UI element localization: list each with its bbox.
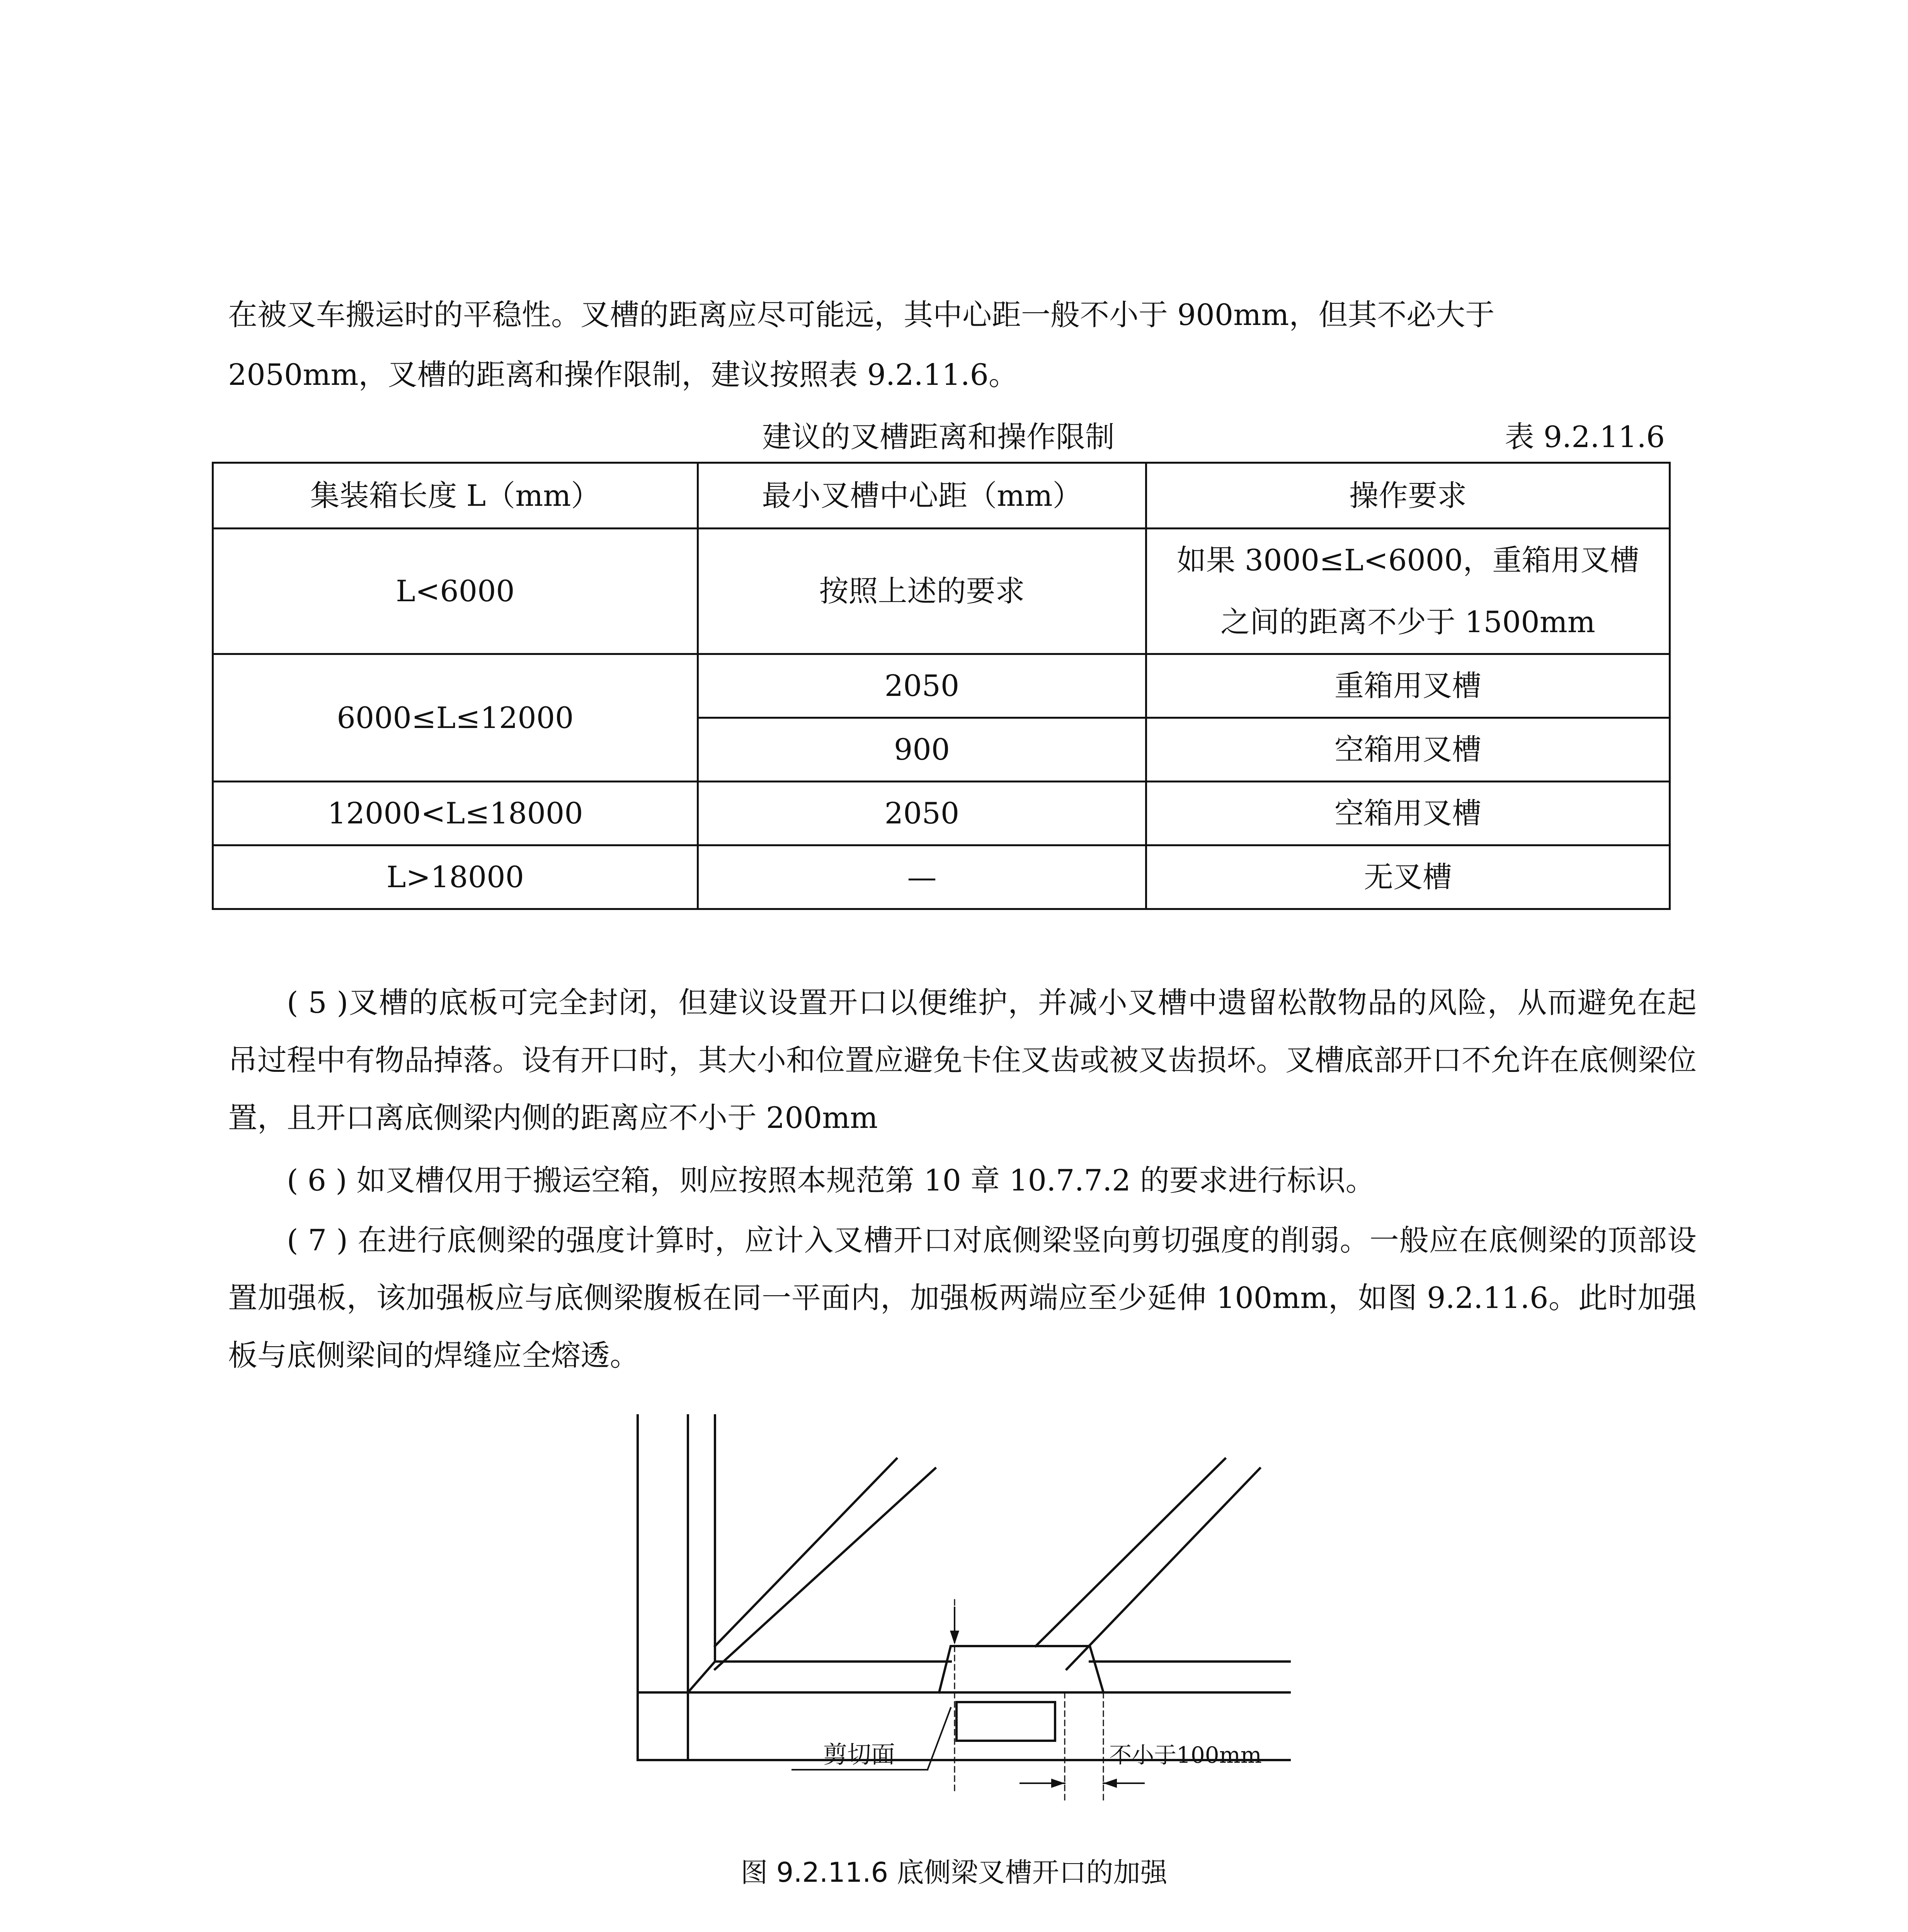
figure-line [1067, 1468, 1260, 1669]
figure-line [715, 1459, 897, 1646]
table-row [213, 845, 1670, 909]
table-header-row [213, 463, 1670, 529]
cell-length: L<6000 [213, 529, 698, 654]
cell-requirement: 空箱用叉槽 [1146, 718, 1670, 782]
forklift-pocket-table [212, 462, 1671, 910]
figure-line [1036, 1459, 1225, 1646]
figure-line [715, 1468, 935, 1669]
intro-line-1: 在被叉车搬运时的平稳性。叉槽的距离应尽可能远，其中心距一般不小于 900mm，但其不必大于 [228, 298, 1495, 332]
cell-length: L>18000 [213, 845, 698, 909]
label-min-distance: 不小于100mm [1109, 1742, 1262, 1768]
table-row [213, 654, 1670, 718]
item-6: ( 6 ) 如叉槽仅用于搬运空箱，则应按照本规范第 10 章 10.7.7.2 的要求进行标识。 [287, 1163, 1375, 1197]
cell-length: 6000≤L≤12000 [213, 654, 698, 782]
table-number: 表 9.2.11.6 [1505, 420, 1665, 454]
cell-distance: 2050 [698, 782, 1146, 845]
arrow-left-icon [1103, 1779, 1117, 1788]
arrow-down-icon [950, 1631, 959, 1645]
cell-requirement: 空箱用叉槽 [1146, 782, 1670, 845]
reinforcement-plate [939, 1646, 1103, 1692]
cell-requirement: 如果 3000≤L<6000，重箱用叉槽之间的距离不少于 1500mm [1146, 529, 1670, 654]
figure-line [688, 1662, 715, 1692]
table-title: 建议的叉槽距离和操作限制 [762, 420, 1115, 454]
label-shear-plane: 剪切面 [823, 1740, 895, 1769]
cell-distance: 900 [698, 718, 1146, 782]
cell-distance: 按照上述的要求 [698, 529, 1146, 654]
arrow-right-icon [1051, 1779, 1065, 1788]
forklift-pocket-figure [634, 1414, 1291, 1812]
header-length: 集装箱长度 L（mm） [213, 463, 698, 529]
item-7: ( 7 ) 在进行底侧梁的强度计算时，应计入叉槽开口对底侧梁竖向剪切强度的削弱。一般应在底侧梁的顶部设置加强板，该加强板应与底侧梁腹板在同一平面内，加强板两端应至少延伸 100mm，如图 9.2.11.6。此时加强板与底侧梁间的焊缝应全熔透。 [228, 1223, 1697, 1372]
cell-requirement: 重箱用叉槽 [1146, 654, 1670, 718]
item-5: ( 5 )叉槽的底板可完全封闭，但建议设置开口以便维护，并减小叉槽中遗留松散物品的风险，从而避免在起吊过程中有物品掉落。设有开口时，其大小和位置应避免卡住叉齿或被叉齿损坏。叉槽底部开口不允许在底侧梁位置，且开口离底侧梁内侧的距离应不小于 200mm [228, 985, 1697, 1135]
table-row [213, 782, 1670, 845]
table-caption [212, 413, 1665, 460]
intro-line-2: 2050mm，叉槽的距离和操作限制，建议按照表 9.2.11.6。 [228, 357, 1018, 392]
cell-length: 12000<L≤18000 [213, 782, 698, 845]
figure-caption: 图 9.2.11.6 底侧梁叉槽开口的加强 [740, 1857, 1168, 1888]
table-row [213, 529, 1670, 654]
cell-distance: — [698, 845, 1146, 909]
cell-distance: 2050 [698, 654, 1146, 718]
header-requirement: 操作要求 [1146, 463, 1670, 529]
cell-requirement: 无叉槽 [1146, 845, 1670, 909]
header-distance: 最小叉槽中心距（mm） [698, 463, 1146, 529]
pocket-opening [957, 1702, 1055, 1741]
